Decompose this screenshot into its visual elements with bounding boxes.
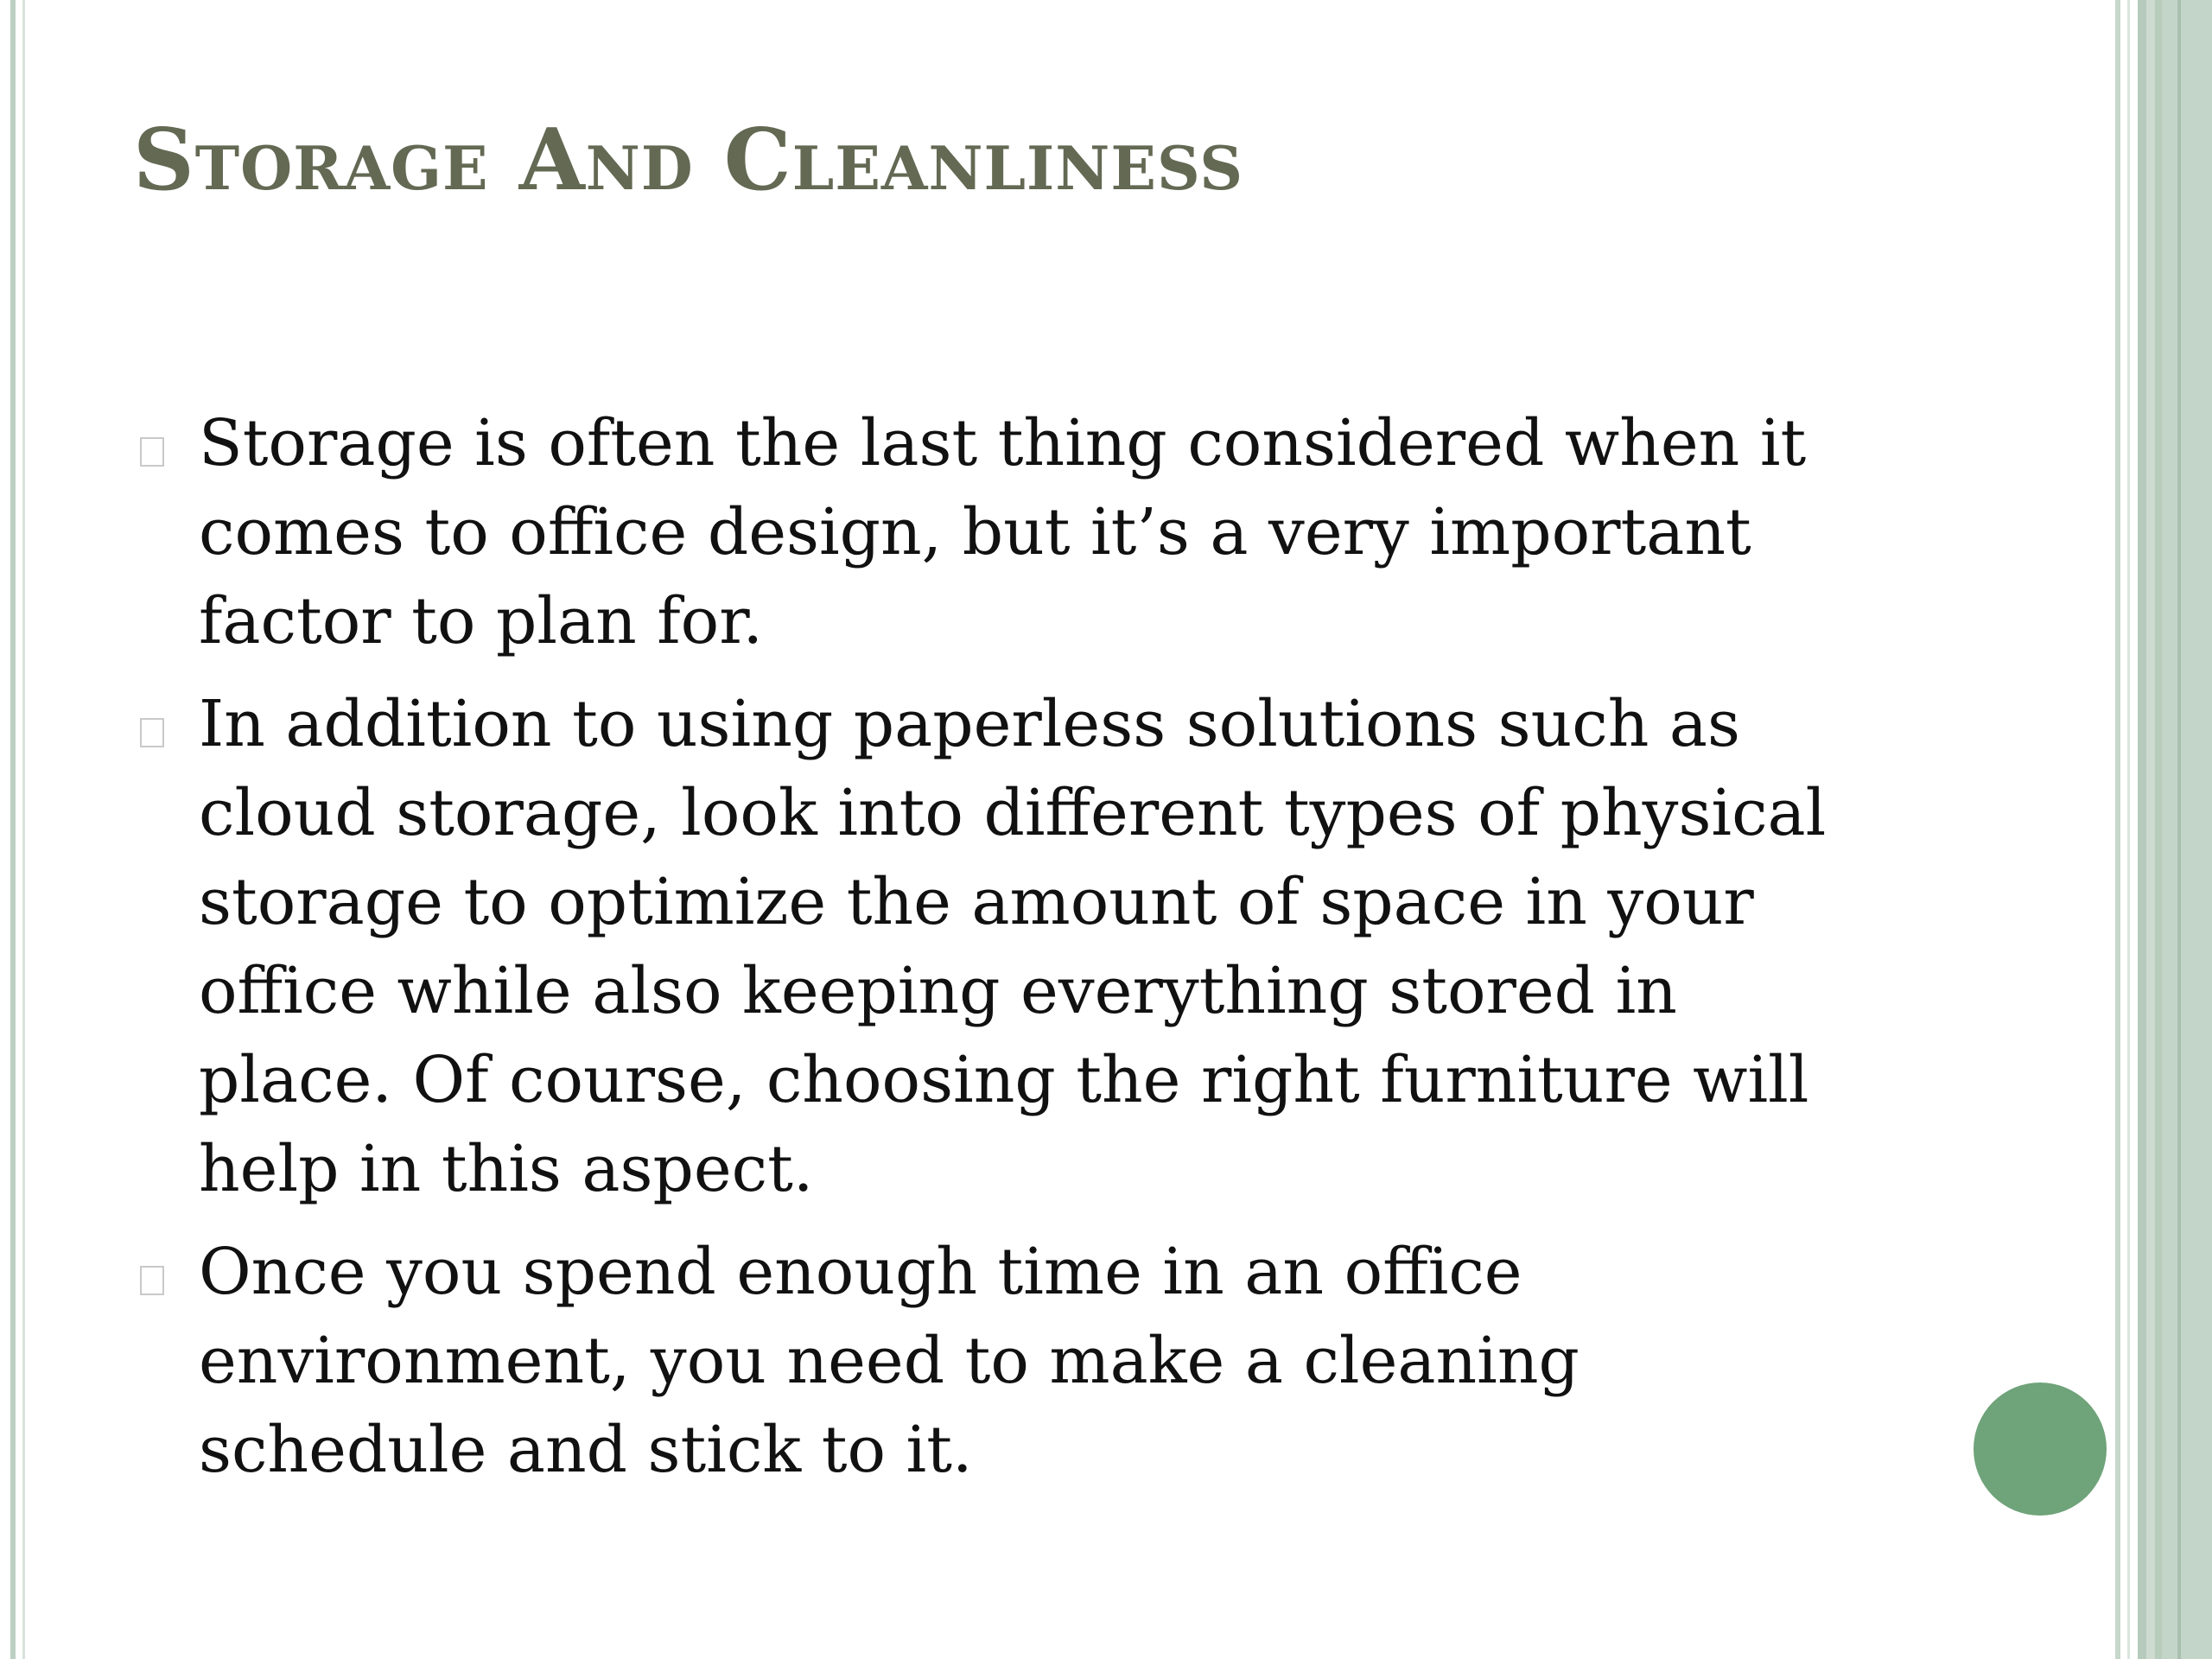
bullet-box-icon: [140, 437, 164, 467]
accent-circle: [1974, 1382, 2107, 1516]
bullet-line: In addition to using paperless solutions such as: [199, 687, 1741, 761]
right-band-stripe: [2155, 0, 2162, 1659]
bullet-line: storage to optimize the amount of space in your: [199, 865, 1754, 939]
bullet-item: [133, 399, 1939, 666]
bullet-line: Storage is often the last thing considered when it: [199, 406, 1807, 480]
bullet-box-icon: [140, 718, 164, 747]
bullet-line: help in this aspect.: [199, 1132, 814, 1206]
right-band-stripe: [2146, 0, 2155, 1659]
right-band-stripe: [2162, 0, 2212, 1659]
bullet-box-icon: [140, 1266, 164, 1295]
right-band-stripe: [2115, 0, 2120, 1659]
left-border-line: [10, 0, 16, 1659]
bullet-item: [133, 680, 1939, 1214]
left-border-inner-line: [22, 0, 25, 1659]
bullet-line: factor to plan for.: [199, 584, 763, 658]
bullet-line: environment, you need to make a cleaning: [199, 1324, 1580, 1398]
bullet-item: [133, 1228, 1939, 1495]
slide-title: Storage And Cleanliness: [133, 111, 1244, 210]
bullet-line: schedule and stick to it.: [199, 1413, 973, 1487]
bullet-line: office while also keeping everything stored in: [199, 954, 1677, 1028]
bullet-line: place. Of course, choosing the right furniture will: [199, 1043, 1809, 1117]
bullet-line: cloud storage, look into different types of physical: [199, 776, 1827, 850]
right-band-stripe: [2177, 0, 2181, 1659]
bullet-list: [133, 399, 1939, 1509]
bullet-line: Once you spend enough time in an office: [199, 1235, 1522, 1309]
right-band-stripe: [2127, 0, 2130, 1659]
bullet-line: comes to office design, but it’s a very important: [199, 495, 1751, 569]
right-band-stripe: [2138, 0, 2146, 1659]
